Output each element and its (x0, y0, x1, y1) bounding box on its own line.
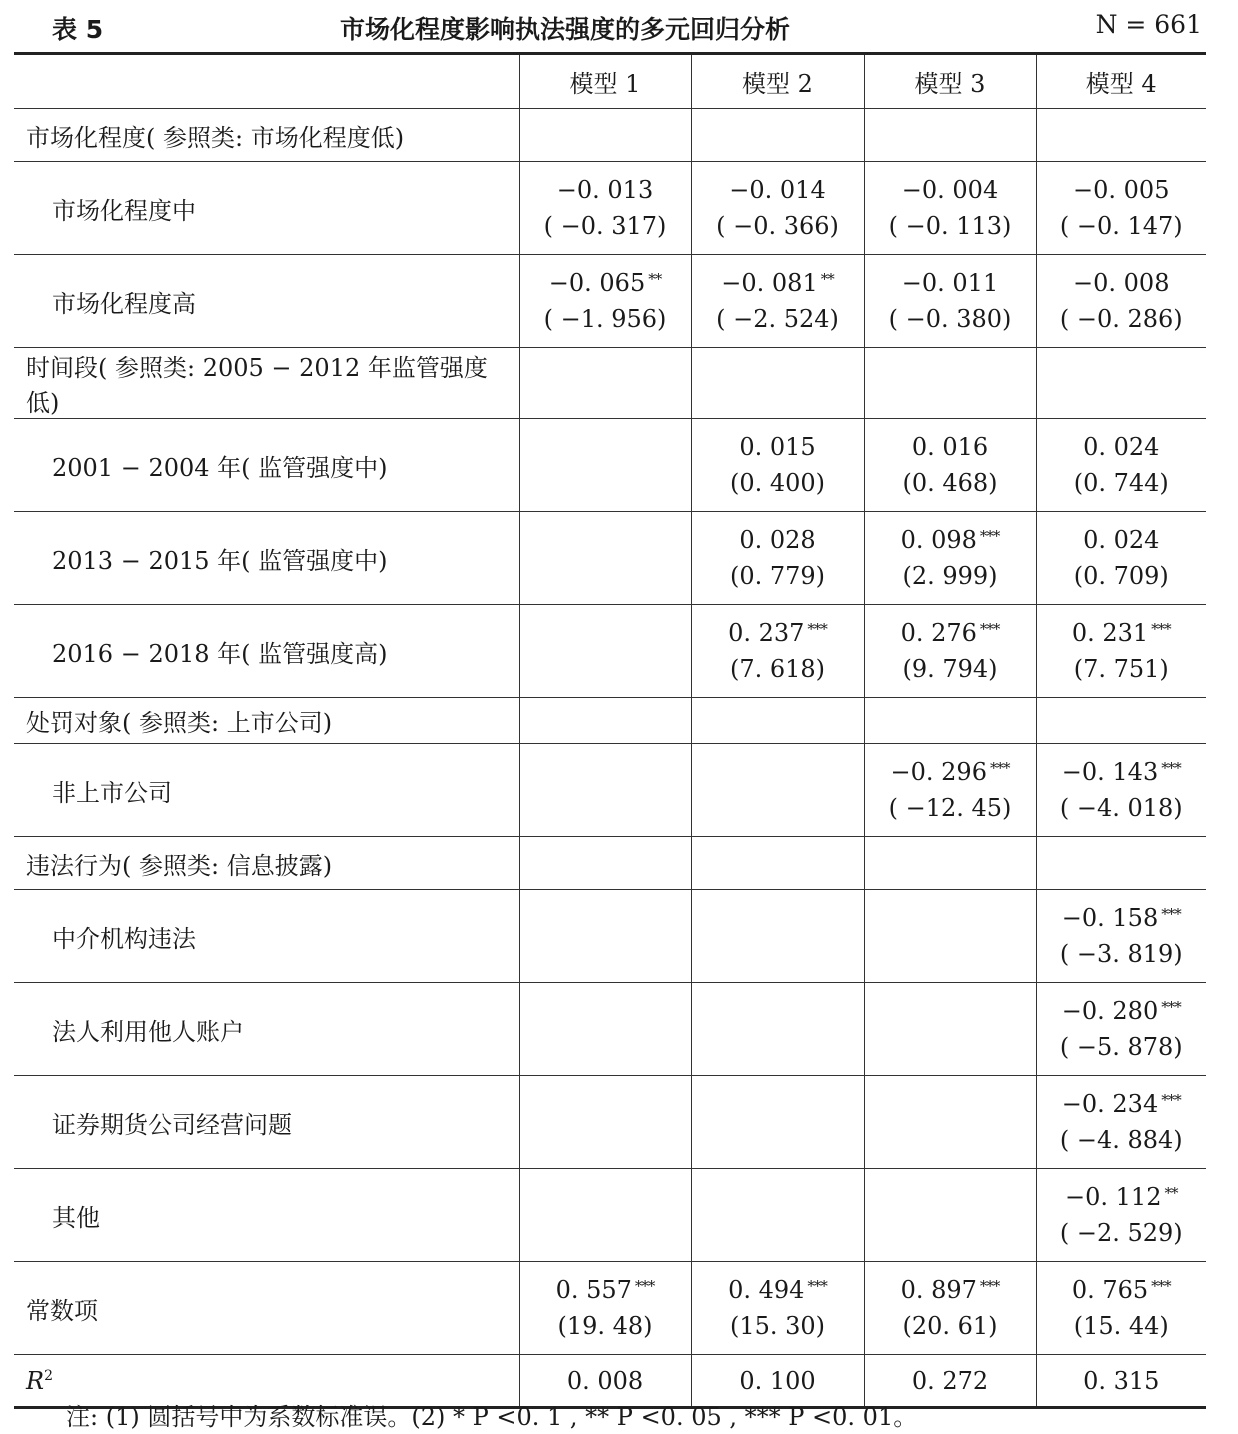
standard-error: ( −2. 529) (1059, 1219, 1183, 1247)
row-label: 2001 − 2004 年( 监管强度中) (52, 453, 388, 482)
value-cell (691, 890, 864, 983)
value-cell (691, 983, 864, 1076)
value-cell (519, 255, 691, 348)
standard-error: (7. 751) (1073, 655, 1169, 683)
table-note: 注: (1) 圆括号中为系数标准误。(2) * P <0. 1 , ** P <0. 05 , *** P <0. 01。 (66, 1403, 918, 1431)
row-label: 2013 − 2015 年( 监管强度中) (52, 546, 388, 575)
value-cell (691, 255, 864, 348)
coefficient-value: 0. 028 (739, 526, 816, 554)
coefficient-value: −0. 158 (1061, 904, 1159, 932)
coefficient (692, 429, 864, 465)
value-cell (1036, 348, 1206, 419)
standard-error: ( −0. 147) (1059, 212, 1183, 240)
table-row (14, 983, 1206, 1076)
significance-stars: ** (820, 270, 834, 288)
standard-error: ( −0. 286) (1059, 305, 1183, 333)
category-row (14, 348, 1206, 419)
row-label: 处罚对象( 参照类: 上市公司) (26, 709, 333, 737)
table-row (14, 255, 1206, 348)
table-row (14, 162, 1206, 255)
standard-error: (0. 779) (729, 562, 826, 590)
value-cell (519, 162, 691, 255)
coefficient-value: −0. 081 (721, 269, 818, 297)
coefficient-value: 0. 098 (900, 526, 977, 554)
row-label: 2016 − 2018 年( 监管强度高) (52, 639, 388, 668)
column-header: 模型 2 (691, 54, 864, 109)
significance-stars: *** (1161, 998, 1181, 1016)
table-number: 表 5 (52, 15, 104, 44)
value-cell (519, 890, 691, 983)
coefficient (1037, 615, 1207, 651)
standard-error: (2. 999) (902, 562, 998, 590)
value-cell (691, 1076, 864, 1169)
value-cell (864, 109, 1036, 162)
value-cell (1036, 890, 1206, 983)
value-cell (691, 419, 864, 512)
significance-stars: *** (634, 1277, 655, 1295)
value-cell (864, 1076, 1036, 1169)
value-cell (864, 837, 1036, 890)
significance-stars: *** (989, 759, 1010, 777)
row-label: 法人利用他人账户 (52, 1017, 244, 1046)
header-blank-cell (14, 54, 519, 109)
value-cell (864, 744, 1036, 837)
row-label: 常数项 (26, 1296, 98, 1325)
row-label: 违法行为( 参照类: 信息披露) (26, 851, 333, 880)
coefficient (865, 522, 1036, 558)
row-label: 中介机构违法 (52, 924, 196, 953)
coefficient (1037, 1272, 1207, 1308)
value-cell (1036, 837, 1206, 890)
coefficient-value: −0. 004 (901, 176, 999, 204)
value-cell (1036, 744, 1206, 837)
standard-error: ( −5. 878) (1059, 1033, 1183, 1061)
standard-error: (15. 44) (1073, 1312, 1169, 1340)
coefficient-value: 0. 276 (900, 619, 977, 647)
standard-error: (0. 744) (1073, 469, 1169, 497)
value-cell (691, 1262, 864, 1355)
value-cell (864, 348, 1036, 419)
coefficient-value: −0. 296 (890, 758, 987, 786)
standard-error: (0. 468) (902, 469, 998, 497)
significance-stars: *** (1151, 1277, 1171, 1295)
standard-error: ( −0. 366) (716, 212, 839, 240)
value-cell (691, 837, 864, 890)
value-cell (519, 348, 691, 419)
value-cell (691, 605, 864, 698)
standard-error: ( −1. 956) (543, 305, 667, 333)
coefficient (1037, 522, 1207, 558)
standard-error: (15. 30) (729, 1312, 826, 1340)
column-header: 模型 3 (864, 54, 1036, 109)
value-cell (519, 983, 691, 1076)
value-cell (864, 890, 1036, 983)
value-cell (864, 255, 1036, 348)
coefficient-value: 0. 024 (1083, 433, 1160, 461)
value-cell (519, 1262, 691, 1355)
coefficient-value: 0. 557 (555, 1276, 632, 1304)
value-cell (864, 1169, 1036, 1262)
coefficient-value: −0. 005 (1073, 176, 1170, 204)
constant-row (14, 1262, 1206, 1355)
coefficient-value: 0. 765 (1071, 1276, 1149, 1304)
coefficient (1037, 1086, 1207, 1122)
value-cell (691, 162, 864, 255)
standard-error: (0. 400) (729, 469, 826, 497)
coefficient-value: −0. 011 (901, 269, 999, 297)
coefficient-value: −0. 143 (1061, 758, 1159, 786)
row-label: 市场化程度中 (52, 196, 196, 225)
coefficient-value: −0. 008 (1073, 269, 1170, 297)
significance-stars: *** (979, 1277, 1000, 1295)
table-row (14, 744, 1206, 837)
significance-stars: *** (1161, 759, 1181, 777)
coefficient (520, 265, 691, 301)
value-cell (864, 605, 1036, 698)
coefficient-value: 0. 231 (1071, 619, 1149, 647)
coefficient-value: 0. 024 (1083, 526, 1160, 554)
table-title-row (0, 0, 1238, 52)
value-cell (1036, 162, 1206, 255)
value-cell (1036, 1169, 1206, 1262)
value-cell (1036, 255, 1206, 348)
value-cell (519, 109, 691, 162)
table-title: 市场化程度影响执法强度的多元回归分析 (340, 15, 791, 44)
significance-stars: *** (1161, 905, 1181, 923)
significance-stars: *** (1151, 620, 1171, 638)
value-cell (519, 698, 691, 744)
coefficient-value: 0. 237 (728, 619, 805, 647)
coefficient (692, 522, 864, 558)
table-row (14, 1076, 1206, 1169)
value-cell (1036, 512, 1206, 605)
coefficient (692, 265, 864, 301)
standard-error: ( −0. 317) (543, 212, 667, 240)
value-cell (1036, 1076, 1206, 1169)
value-cell (519, 419, 691, 512)
coefficient (865, 615, 1036, 651)
regression-table (14, 52, 1206, 1409)
value-cell (519, 837, 691, 890)
significance-stars: *** (1161, 1091, 1181, 1109)
coefficient (1037, 1179, 1207, 1215)
coefficient (865, 265, 1036, 301)
value-cell (1036, 698, 1206, 744)
standard-error: (9. 794) (902, 655, 998, 683)
value-cell (1036, 419, 1206, 512)
column-header: 模型 4 (1036, 54, 1206, 109)
value-cell (1036, 109, 1206, 162)
value-cell (691, 1169, 864, 1262)
value-cell (519, 744, 691, 837)
standard-error: ( −12. 45) (888, 794, 1012, 822)
coefficient-value: −0. 112 (1065, 1183, 1162, 1211)
coefficient (865, 1272, 1036, 1308)
row-label: 时间段( 参照类: 2005 − 2012 年监管强度低) (26, 354, 488, 417)
r-squared-symbol: R (26, 1366, 45, 1395)
value-cell (519, 1076, 691, 1169)
coefficient-value: −0. 234 (1061, 1090, 1159, 1118)
r-squared-value: 0. 008 (519, 1355, 691, 1408)
coefficient (520, 172, 691, 208)
table-row (14, 1169, 1206, 1262)
significance-stars: *** (807, 620, 827, 638)
coefficient-value: −0. 013 (556, 176, 654, 204)
value-cell (1036, 983, 1206, 1076)
r-squared-value: 0. 100 (691, 1355, 864, 1408)
row-label: 证券期货公司经营问题 (52, 1110, 292, 1139)
coefficient (865, 172, 1036, 208)
coefficient-value: 0. 494 (728, 1276, 805, 1304)
coefficient-value: −0. 280 (1061, 997, 1159, 1025)
coefficient (865, 754, 1036, 790)
coefficient (1037, 172, 1207, 208)
coefficient (1037, 754, 1207, 790)
value-cell (1036, 1262, 1206, 1355)
coefficient-value: 0. 016 (911, 433, 989, 461)
value-cell (864, 983, 1036, 1076)
r-squared-value: 0. 315 (1036, 1355, 1206, 1408)
coefficient (692, 615, 864, 651)
value-cell (691, 109, 864, 162)
category-row (14, 837, 1206, 890)
standard-error: ( −2. 524) (716, 305, 839, 333)
standard-error: (0. 709) (1073, 562, 1169, 590)
standard-error: (20. 61) (902, 1312, 998, 1340)
coefficient (865, 429, 1036, 465)
value-cell (691, 348, 864, 419)
coefficient-value: 0. 015 (739, 433, 816, 461)
significance-stars: ** (1164, 1184, 1178, 1202)
standard-error: (19. 48) (557, 1312, 653, 1340)
coefficient-value: −0. 014 (729, 176, 826, 204)
value-cell (691, 512, 864, 605)
standard-error: ( −4. 884) (1059, 1126, 1183, 1154)
standard-error: ( −0. 380) (888, 305, 1012, 333)
value-cell (691, 698, 864, 744)
value-cell (864, 1262, 1036, 1355)
coefficient (1037, 993, 1207, 1029)
value-cell (864, 162, 1036, 255)
coefficient (1037, 429, 1207, 465)
value-cell (519, 1169, 691, 1262)
table-row (14, 419, 1206, 512)
coefficient (1037, 900, 1207, 936)
coefficient (692, 172, 864, 208)
coefficient-value: 0. 897 (900, 1276, 977, 1304)
significance-stars: *** (807, 1277, 827, 1295)
column-header: 模型 1 (519, 54, 691, 109)
r-squared-value: 0. 272 (864, 1355, 1036, 1408)
value-cell (864, 698, 1036, 744)
standard-error: (7. 618) (729, 655, 826, 683)
coefficient (692, 1272, 864, 1308)
value-cell (519, 512, 691, 605)
significance-stars: *** (979, 527, 1000, 545)
value-cell (519, 605, 691, 698)
table-row (14, 512, 1206, 605)
value-cell (1036, 605, 1206, 698)
significance-stars: *** (979, 620, 1000, 638)
row-label: 市场化程度高 (52, 289, 196, 318)
category-row (14, 698, 1206, 744)
sample-size: N = 661 (1095, 10, 1202, 39)
standard-error: ( −4. 018) (1059, 794, 1183, 822)
row-label: 市场化程度( 参照类: 市场化程度低) (26, 123, 405, 152)
significance-stars: ** (648, 270, 662, 288)
standard-error: ( −3. 819) (1059, 940, 1183, 968)
coefficient (520, 1272, 691, 1308)
coefficient-value: −0. 065 (548, 269, 646, 297)
value-cell (864, 512, 1036, 605)
row-label: 非上市公司 (52, 778, 172, 807)
table-row (14, 605, 1206, 698)
r-squared-exponent: 2 (44, 1367, 53, 1384)
value-cell (864, 419, 1036, 512)
table-row (14, 890, 1206, 983)
category-row (14, 109, 1206, 162)
value-cell (691, 744, 864, 837)
standard-error: ( −0. 113) (888, 212, 1012, 240)
coefficient (1037, 265, 1207, 301)
header-row (14, 54, 1206, 109)
row-label: 其他 (52, 1203, 100, 1232)
